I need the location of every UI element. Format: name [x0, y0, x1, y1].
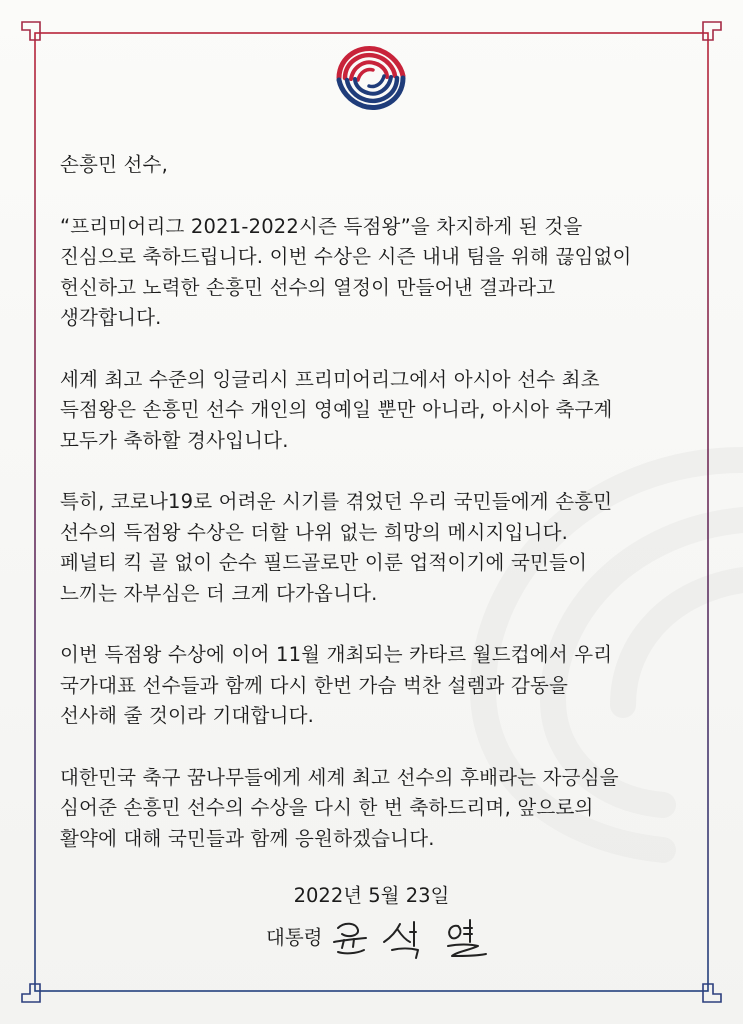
paragraph-1	[60, 212, 690, 334]
text-line: 득점왕은 손흥민 선수 개인의 영예일 뿐만 아니라, 아시아 축구계	[60, 398, 613, 421]
paragraph-5	[60, 763, 690, 855]
presidential-emblem-icon	[331, 38, 411, 118]
text-line: 활약에 대해 국민들과 함께 응원하겠습니다.	[60, 826, 435, 850]
text-line: 선사해 줄 것이라 기대합니다.	[60, 704, 315, 727]
text-line: 모두가 축하할 경사입니다.	[60, 428, 289, 452]
text-line: 특히, 코로나19로 어려운 시기를 겪었던 우리 국민들에게 손흥민	[60, 490, 613, 513]
text-line: 대한민국 축구 꿈나무들에게 세계 최고 선수의 후배라는 자긍심을	[60, 765, 619, 789]
text-line: 선수의 득점왕 수상은 더할 나위 없는 희망의 메시지입니다.	[60, 520, 569, 544]
text-line: 이번 득점왕 수상에 이어 11월 개최되는 카타르 월드컵에서 우리	[60, 643, 613, 666]
paragraph-3	[60, 487, 690, 609]
letter-body	[60, 150, 690, 854]
text-line: 생각합니다.	[60, 306, 162, 329]
text-line: 세계 최고 수준의 잉글리시 프리미어리그에서 아시아 선수 최초	[60, 367, 600, 391]
salutation: 손흥민 선수,	[60, 153, 168, 176]
handwritten-signature	[330, 916, 530, 960]
text-line: 국가대표 선수들과 함께 다시 한번 가슴 벅찬 설렘과 감동을	[60, 673, 569, 697]
text-line: 헌신하고 노력한 손흥민 선수의 열정이 만들어낸 결과라고	[60, 275, 556, 299]
sender-title: 대통령	[266, 926, 323, 949]
text-line: “프리미어리그 2021-2022시즌 득점왕”을 차지하게 된 것을	[60, 214, 583, 238]
text-line: 페널티 킥 골 없이 순수 필드골로만 이룬 업적이기에 국민들이	[60, 551, 588, 574]
letter-date: 2022년 5월 23일	[293, 884, 450, 907]
text-line: 심어준 손흥민 선수의 수상을 다시 한 번 축하드리며, 앞으로의	[60, 796, 594, 819]
paragraph-4	[60, 640, 690, 732]
text-line: 느끼는 자부심은 더 크게 다가옵니다.	[60, 581, 378, 605]
text-line: 진심으로 축하드립니다. 이번 수상은 시즌 내내 팀을 위해 끊임없이	[60, 245, 632, 268]
paragraph-2	[60, 365, 690, 457]
